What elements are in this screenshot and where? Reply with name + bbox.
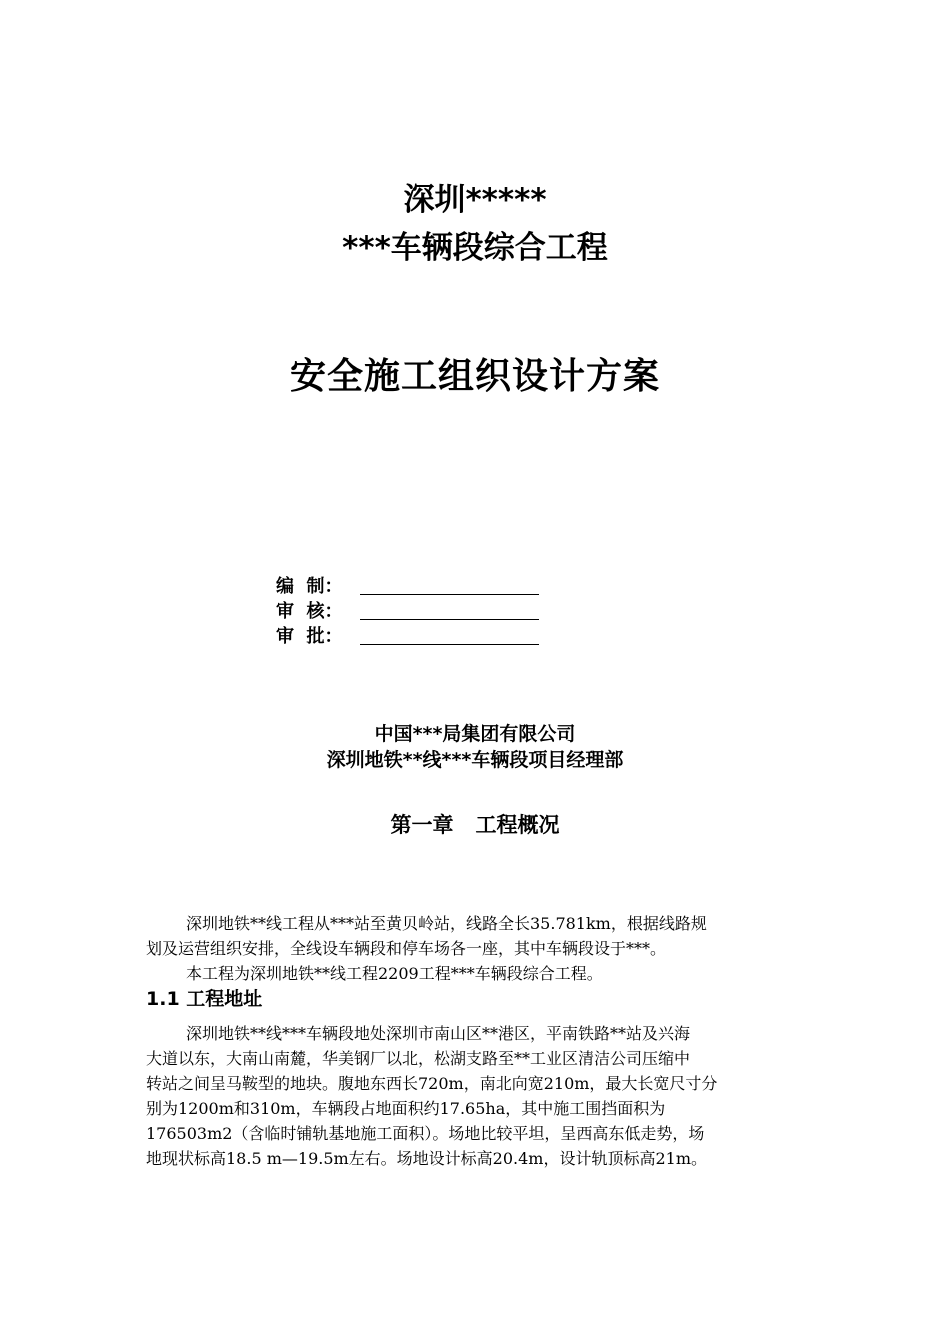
intro-paragraph [146, 911, 806, 986]
cover-title-line2: ***车辆段综合工程 [342, 230, 608, 266]
paragraph-line: 176503m2（含临时铺轨基地施工面积）。场地比较平坦，呈西高东低走势，场 [146, 1124, 705, 1143]
paragraph-line: 地现状标高18.5 m—19.5m左右。场地设计标高20.4m，设计轨顶标高21m。 [146, 1149, 708, 1168]
project-department-name: 深圳地铁**线***车辆段项目经理部 [326, 749, 624, 771]
paragraph-line: 转站之间呈马鞍型的地块。腹地东西长720m，南北向宽210m，最大长宽尺寸分 [146, 1074, 718, 1093]
signature-row-approve [276, 623, 576, 648]
chapter-heading: 第一章 工程概况 [390, 813, 560, 837]
cover-title-line1: 深圳***** [403, 182, 547, 218]
signature-row-compile [276, 573, 576, 598]
paragraph-line: 深圳地铁**线***车辆段地处深圳市南山区**港区，平南铁路**站及兴海 [186, 1024, 691, 1043]
section-paragraph [146, 1021, 806, 1171]
signature-label: 审 批： [276, 626, 343, 647]
organization-name: 中国***局集团有限公司 [374, 723, 576, 745]
paragraph-line: 划及运营组织安排，全线设车辆段和停车场各一座，其中车辆段设于***。 [146, 939, 667, 958]
paragraph-line: 大道以东，大南山南麓，华美钢厂以北，松湖支路至**工业区清洁公司压缩中 [146, 1049, 691, 1068]
paragraph-line: 本工程为深圳地铁**线工程2209工程***车辆段综合工程。 [186, 964, 603, 983]
section-heading: 1.1 工程地址 [146, 988, 263, 1010]
signature-row-review [276, 598, 576, 623]
paragraph-line: 别为1200m和310m，车辆段占地面积约17.65ha，其中施工围挡面积为 [146, 1099, 666, 1118]
signature-blank-line [360, 601, 539, 620]
paragraph-line: 深圳地铁**线工程从***站至黄贝岭站，线路全长35.781km，根据线路规 [186, 914, 707, 933]
signature-blank-line [360, 626, 539, 645]
document-main-title: 安全施工组织设计方案 [289, 356, 660, 397]
signature-block [276, 573, 576, 648]
signature-label: 审 核： [276, 601, 343, 622]
signature-label: 编 制： [276, 576, 343, 597]
signature-blank-line [360, 576, 539, 595]
